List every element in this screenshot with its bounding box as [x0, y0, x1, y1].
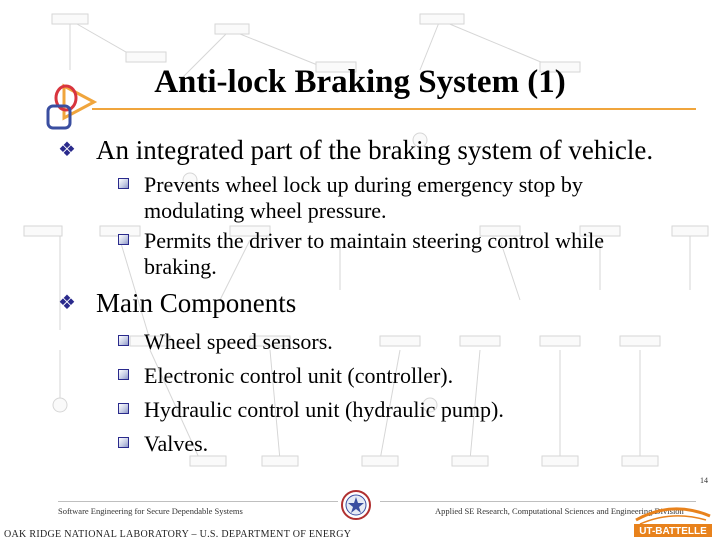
footer-rule-left — [58, 501, 338, 502]
ut-battelle-logo-text: UT-BATTELLE — [639, 526, 707, 537]
footer-left-text: Software Engineering for Secure Dependable Systems — [58, 506, 243, 516]
sub-bullet-text: Wheel speed sensors. — [144, 329, 333, 354]
footer-right-text: Applied SE Research, Computational Sciences and Engineering Division — [435, 506, 684, 516]
shaded-square-icon — [118, 335, 129, 346]
page-number: 14 — [700, 476, 708, 485]
shaded-square-icon — [118, 369, 129, 380]
shaded-square-icon — [118, 403, 129, 414]
footer-rule-right — [380, 501, 696, 502]
shaded-square-icon — [118, 178, 129, 189]
sub-bullet-1-1 — [118, 172, 678, 224]
sub-bullet-1-2 — [118, 228, 678, 280]
ut-battelle-logo — [632, 504, 714, 538]
sub-bullet-2-1 — [118, 329, 333, 355]
sub-bullet-text: Electronic control unit (controller). — [144, 363, 454, 388]
bullet-1 — [58, 135, 653, 165]
sub-bullet-text: Valves. — [144, 431, 209, 456]
shaded-square-icon — [118, 437, 129, 448]
diamond-clover-icon: ❖ — [58, 292, 76, 314]
slide-title: Anti-lock Braking System (1) — [154, 64, 566, 100]
sub-bullet-text: Hydraulic control unit (hydraulic pump). — [144, 397, 504, 422]
bullet-text: An integrated part of the braking system of vehicle. — [96, 135, 654, 165]
sub-bullet-2-3 — [118, 397, 504, 423]
bullet-2 — [58, 288, 296, 318]
sub-bullet-2-4 — [118, 431, 208, 457]
sub-bullet-text: Prevents wheel lock up during emergency stop by modulating wheel pressure. — [144, 172, 583, 223]
doe-seal-icon — [340, 489, 372, 521]
shaded-square-icon — [118, 234, 129, 245]
diamond-clover-icon: ❖ — [58, 139, 76, 161]
title-rule — [92, 108, 696, 110]
org-name: OAK RIDGE NATIONAL LABORATORY – U.S. DEPARTMENT OF ENERGY — [4, 529, 352, 540]
bullet-text: Main Components — [96, 288, 297, 318]
sub-bullet-2-2 — [118, 363, 453, 389]
sub-bullet-text: Permits the driver to maintain steering control while braking. — [144, 228, 605, 279]
